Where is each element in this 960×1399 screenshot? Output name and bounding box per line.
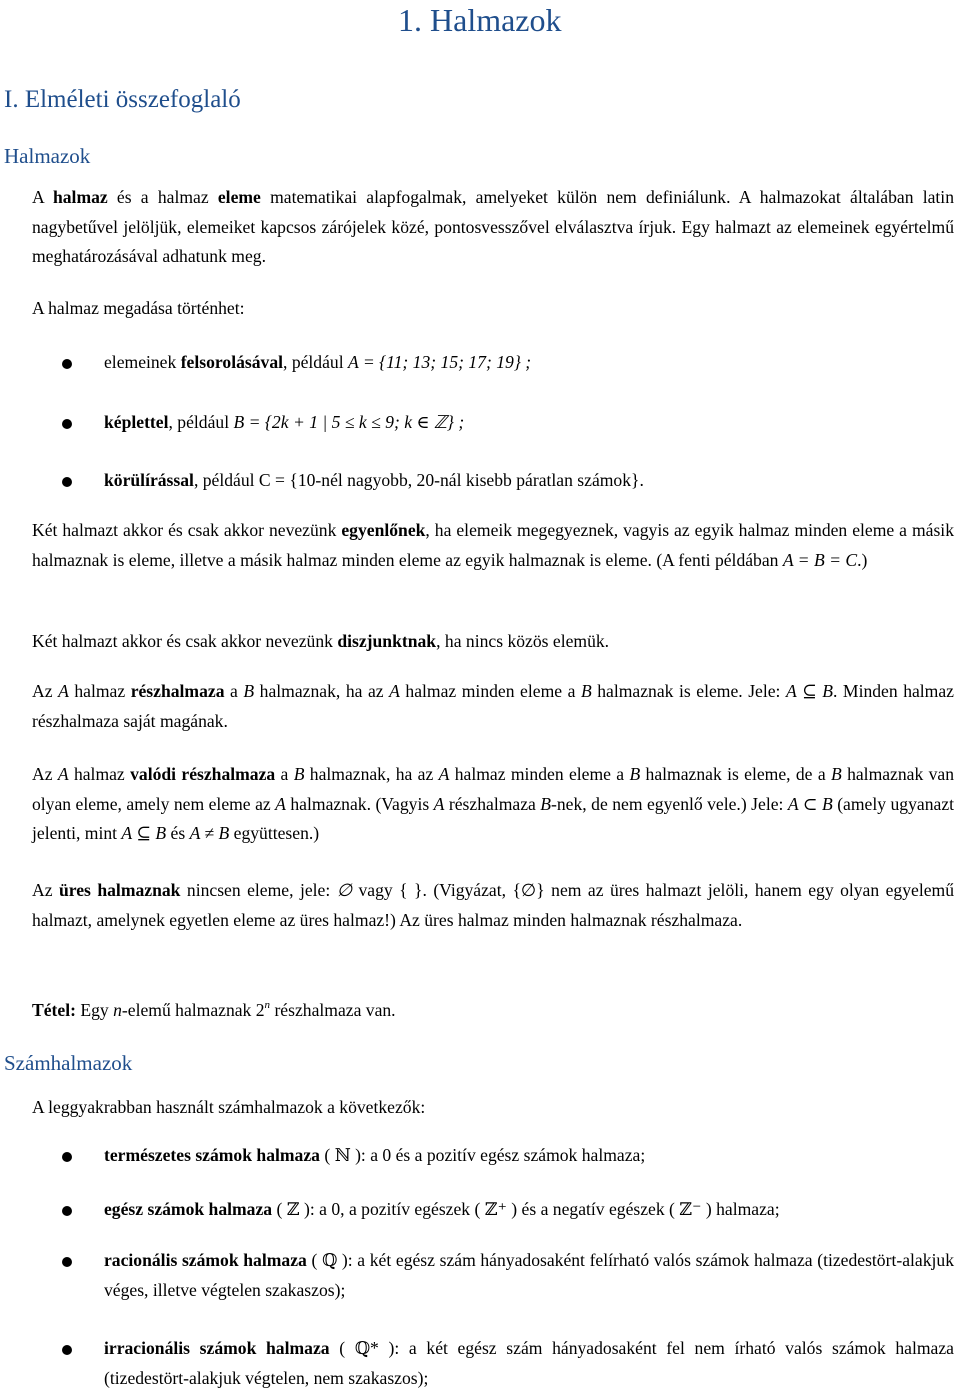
- subsection-heading-halmazok: Halmazok: [4, 144, 91, 168]
- bullet-icon: [62, 1257, 72, 1267]
- paragraph-intro: A halmaz és a halmaz eleme matematikai alapfogalmak, amelyeket külön nem definiálunk. A halmazokat általában latin nagybetűvel jelöljük, elemeiket kapcsos zárójelek közé, pontosvesszővel elválasztva írjuk. Egy halmazt az elemeinek egyértelmű meghatározásával adhatunk meg.: [32, 187, 954, 266]
- math-expression: A = {11; 13; 15; 17; 19} ;: [348, 352, 532, 372]
- paragraph-egyenlo: Két halmazt akkor és csak akkor nevezünk egyenlőnek, ha elemeik megegyeznek, vagyis az egyik halmaz minden eleme a másik halmaznak is eleme, illetve a másik halmaz minden eleme az egyik halmaznak is eleme. (A fenti példában A = B = C.): [32, 520, 954, 570]
- bullet-icon: [62, 1206, 72, 1216]
- math-expression: B = {2k + 1 | 5 ≤ k ≤ 9; k ∈ ℤ} ;: [233, 412, 465, 432]
- paragraph-valodi-reszhalmaz: Az A halmaz valódi részhalmaza a B halmaznak, ha az A halmaz minden eleme a B halmaznak is eleme, de a B halmaznak van olyan eleme, amely nem eleme az A halmaznak. (Vagyis A részhalmaza B-nek, de nem egyenlő vele.) Jele: A ⊂ B (amely ugyanazt jelenti, mint A ⊆ B és A ≠ B együttesen.): [32, 764, 955, 843]
- paragraph-reszhalmaz: Az A halmaz részhalmaza a B halmaznak, ha az A halmaz minden eleme a B halmaznak is eleme. Jele: A ⊆ B. Minden halmaz részhalmaza saját magának.: [32, 681, 954, 731]
- paragraph-megadas: A halmaz megadása történhet:: [32, 298, 245, 318]
- list-item: racionális számok halmaza ( ℚ ): a két egész szám hányadosaként felírható valós számok halmaza (tizedestört-alakjuk véges, illetve végtelen szakaszos);: [70, 1246, 954, 1305]
- paragraph-diszjunkt: Két halmazt akkor és csak akkor nevezünk diszjunktnak, ha nincs közös elemük.: [32, 631, 610, 651]
- page-title: 1. Halmazok: [398, 2, 562, 38]
- paragraph-szamhalmazok-intro: A leggyakrabban használt számhalmazok a következők:: [32, 1097, 426, 1117]
- math-expression: C = {10-nél nagyobb, 20-nál kisebb páratlan számok}.: [258, 470, 644, 490]
- section-heading: I. Elméleti összefoglaló: [4, 86, 241, 113]
- subsection-heading-szamhalmazok: Számhalmazok: [4, 1051, 133, 1075]
- paragraph-ures-halmaz: Az üres halmaznak nincsen eleme, jele: ∅ vagy { }. (Vigyázat, {∅} nem az üres halmazt jelöli, hanem egy olyan egyelemű halmazt, amelynek egyetlen eleme az üres halmaz!) Az üres halmaz minden halmaznak részhalmaza.: [32, 880, 954, 930]
- list-item: egész számok halmaza ( ℤ ): a 0, a pozitív egészek ( ℤ⁺ ) és a negatív egészek ( ℤ⁻ ) halmaza;: [70, 1195, 954, 1225]
- paragraph-tetel: Tétel: Egy n-elemű halmaznak 2$^n$ részhalmaza van.: [32, 999, 396, 1020]
- bullet-icon: [62, 477, 72, 487]
- list-item: irracionális számok halmaza ( ℚ* ): a két egész szám hányadosaként fel nem írható valós számok halmaza (tizedestört-alakjuk végtelen, nem szakaszos);: [70, 1334, 954, 1393]
- list-item: természetes számok halmaza ( ℕ ): a 0 és a pozitív egész számok halmaza;: [70, 1141, 954, 1171]
- bullet-icon: [62, 419, 72, 429]
- bullet-icon: [62, 1152, 72, 1162]
- bullet-icon: [62, 359, 72, 369]
- bullet-icon: [62, 1345, 72, 1355]
- list-item: körülírással, például C = {10-nél nagyobb, 20-nál kisebb páratlan számok}.: [70, 466, 954, 496]
- list-item: elemeinek felsorolásával, például A = {11; 13; 15; 17; 19} ;: [70, 348, 954, 378]
- list-item: képlettel, például B = {2k + 1 | 5 ≤ k ≤ 9; k ∈ ℤ} ;: [70, 408, 954, 438]
